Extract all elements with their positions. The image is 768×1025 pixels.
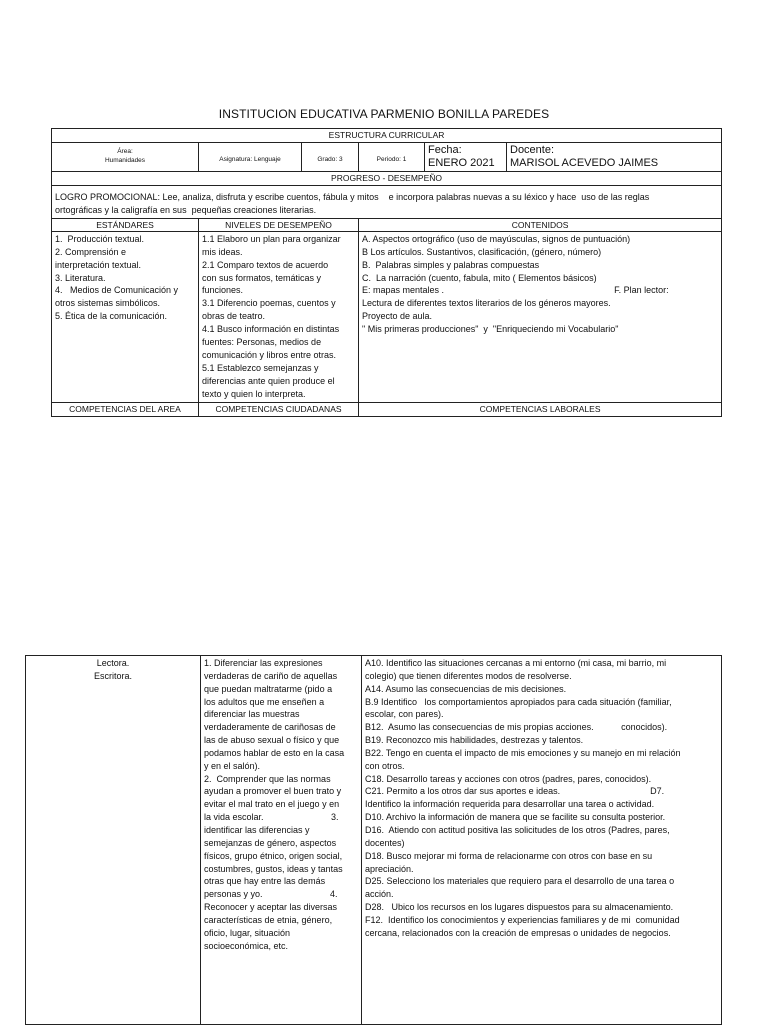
nivel-item: funciones. bbox=[202, 285, 244, 296]
laboral-line: A10. Identifico las situaciones cercanas a mi entorno (mi casa, mi barrio, mi bbox=[365, 658, 667, 668]
laboral-line: acción. bbox=[365, 889, 394, 900]
estandar-item: 3. Literatura. bbox=[55, 272, 106, 283]
laboral-line: D16. Atiendo con actitud positiva las solicitudes de los otros (Padres, pares, bbox=[365, 824, 670, 835]
logro-line-2: ortográficas y la caligrafía en sus pequeñas creaciones literarias. bbox=[55, 204, 317, 215]
contenido-item: Lectura de diferentes textos literarios de los géneros mayores. bbox=[362, 298, 611, 309]
laboral-line: A14. Asumo las consecuencias de mis decisiones. bbox=[365, 683, 567, 694]
niveles-header: NIVELES DE DESEMPEÑO bbox=[199, 218, 359, 231]
periodo-cell: Periodo: 1 bbox=[359, 143, 425, 172]
nivel-item: 3.1 Diferencio poemas, cuentos y bbox=[202, 298, 336, 309]
nivel-item: 2.1 Comparo textos de acuerdo bbox=[202, 259, 329, 270]
fecha-value: ENERO 2021 bbox=[428, 157, 495, 169]
nivel-item: texto y quien lo interpreta. bbox=[202, 388, 306, 399]
laborales-cell bbox=[362, 656, 722, 1025]
competencias-laborales-header: COMPETENCIAS LABORALES bbox=[359, 402, 722, 416]
area-value: Humanidades bbox=[104, 157, 146, 164]
ciudadana-line: diferenciar las muestras bbox=[204, 709, 300, 720]
ciudadana-line: podamos hablar de esto en la casa bbox=[204, 747, 345, 758]
laboral-line: C18. Desarrollo tareas y acciones con otros (padres, pares, conocidos). bbox=[365, 773, 652, 784]
contenido-item: " Mis primeras producciones" y "Enriqueciendo mi Vocabulario" bbox=[362, 324, 619, 335]
laboral-line: B19. Reconozco mis habilidades, destrezas y talentos. bbox=[365, 735, 584, 746]
docente-value: MARISOL ACEVEDO JAIMES bbox=[510, 157, 659, 169]
contenidos-header: CONTENIDOS bbox=[359, 218, 722, 231]
competencias-table bbox=[25, 655, 722, 1025]
contenido-item: A. Aspectos ortográfico (uso de mayúsculas, signos de puntuación) bbox=[362, 233, 631, 244]
nivel-item: mis ideas. bbox=[202, 246, 243, 257]
area-label: Área: bbox=[117, 148, 133, 155]
estandar-item: 2. Comprensión e bbox=[55, 246, 127, 257]
laboral-line: B.9 Identifico los comportamientos apropiados para cada situación (familiar, bbox=[365, 696, 672, 707]
ciudadana-line: verdaderamente de cariñosas de bbox=[204, 722, 336, 733]
estandares-cell bbox=[52, 231, 199, 402]
fecha-cell bbox=[425, 143, 507, 172]
laboral-line: D28. Ubico los recursos en los lugares dispuestos para su almacenamiento. bbox=[365, 902, 674, 913]
laboral-line: B22. Tengo en cuenta el impacto de mis emociones y su manejo en mi relación bbox=[365, 747, 681, 758]
ciudadana-line: y en el salón). bbox=[204, 760, 261, 771]
laboral-line: apreciación. bbox=[365, 863, 414, 874]
area-cell bbox=[52, 143, 199, 172]
curriculum-table bbox=[51, 128, 722, 417]
fecha-label: Fecha: bbox=[428, 144, 462, 156]
laboral-line: con otros. bbox=[365, 760, 405, 771]
estructura-header: ESTRUCTURA CURRICULAR bbox=[52, 129, 722, 143]
laboral-line: D25. Selecciono los materiales que requiero para el desarrollo de una tarea o bbox=[365, 876, 675, 887]
grado-cell: Grado: 3 bbox=[302, 143, 359, 172]
estandar-item: 5. Ética de la comunicación. bbox=[55, 311, 168, 322]
ciudadana-line: semejanzas de género, aspectos bbox=[204, 837, 337, 848]
ciudadana-line: las de abuso sexual o físico y que bbox=[204, 735, 340, 746]
ciudadana-line: identificar las diferencias y bbox=[204, 824, 310, 835]
ciudadana-line: costumbres, gustos, ideas y tantas bbox=[204, 863, 343, 874]
nivel-item: comunicación y libros entre otras. bbox=[202, 349, 337, 360]
ciudadana-line: verdaderas de cariño de aquellas bbox=[204, 670, 338, 681]
nivel-item: 1.1 Elaboro un plan para organizar bbox=[202, 233, 341, 244]
logro-line-1: LOGRO PROMOCIONAL: Lee, analiza, disfruta y escribe cuentos, fábula y mitos e incorpora palabras nuevas a su léxico y hace uso de las reglas bbox=[55, 192, 650, 202]
nivel-item: diferencias ante quien produce el bbox=[202, 375, 335, 386]
ciudadana-line: evitar el mal trato en el juego y en bbox=[204, 799, 340, 810]
nivel-item: 4.1 Busco información en distintas bbox=[202, 324, 340, 335]
ciudadana-line: la vida escolar. 3. bbox=[204, 812, 339, 823]
area-competencia-item: Lectora. bbox=[96, 658, 130, 668]
estandar-item: otros sistemas simbólicos. bbox=[55, 298, 161, 309]
laboral-line: F12. Identifico los conocimientos y experiencias familiares y de mi comunidad bbox=[365, 914, 680, 925]
nivel-item: 5.1 Establezco semejanzas y bbox=[202, 362, 319, 373]
contenido-item: Proyecto de aula. bbox=[362, 311, 433, 322]
ciudadana-line: socioeconómica, etc. bbox=[204, 940, 289, 951]
laboral-line: cercana, relacionados con la creación de empresas o unidades de negocios. bbox=[365, 927, 671, 938]
estandares-header: ESTÁNDARES bbox=[52, 218, 199, 231]
contenido-item: E: mapas mentales . F. Plan lector: bbox=[362, 285, 669, 296]
laboral-line: escolar, con pares). bbox=[365, 709, 444, 720]
nivel-item: obras de teatro. bbox=[202, 311, 266, 322]
asignatura-cell: Asignatura: Lenguaje bbox=[199, 143, 302, 172]
estandar-item: interpretación textual. bbox=[55, 259, 142, 270]
competencias-ciudadanas-header: COMPETENCIAS CIUDADANAS bbox=[199, 402, 359, 416]
ciudadana-line: oficio, lugar, situación bbox=[204, 927, 291, 938]
ciudadana-line: Reconocer y aceptar las diversas bbox=[204, 902, 338, 913]
area-competencia-item: Escritora. bbox=[93, 670, 132, 681]
ciudadana-line: otras que hay entre las demás bbox=[204, 876, 326, 887]
laboral-line: C21. Permito a los otros dar sus aportes e ideas. D7. bbox=[365, 786, 665, 797]
ciudadana-line: 2. Comprender que las normas bbox=[204, 773, 331, 784]
ciudadana-line: características de etnia, género, bbox=[204, 914, 333, 925]
contenido-item: B Los artículos. Sustantivos, clasificación, (género, número) bbox=[362, 246, 602, 257]
ciudadanas-cell bbox=[201, 656, 362, 1025]
laboral-line: Identifico la información requerida para desarrollar una tarea o actividad. bbox=[365, 799, 655, 810]
nivel-item: con sus formatos, temáticas y bbox=[202, 272, 322, 283]
laboral-line: D10. Archivo la información de manera que se facilite su consulta posterior. bbox=[365, 812, 666, 823]
document-title: INSTITUCION EDUCATIVA PARMENIO BONILLA PAREDES bbox=[218, 107, 550, 121]
estandar-item: 1. Producción textual. bbox=[55, 233, 145, 244]
contenido-item: C. La narración (cuento, fabula, mito ( Elementos básicos) bbox=[362, 272, 597, 283]
competencias-area-header: COMPETENCIAS DEL AREA bbox=[52, 402, 199, 416]
area-competencias-cell bbox=[26, 656, 201, 1025]
ciudadana-line: físicos, grupo étnico, origen social, bbox=[204, 850, 343, 861]
laboral-line: colegio) que tienen diferentes modos de resolverse. bbox=[365, 670, 572, 681]
contenidos-cell bbox=[359, 231, 722, 402]
nivel-item: fuentes: Personas, medios de bbox=[202, 337, 322, 348]
laboral-line: D18. Busco mejorar mi forma de relacionarme con otros con base en su bbox=[365, 850, 653, 861]
ciudadana-line: 1. Diferenciar las expresiones bbox=[204, 658, 323, 668]
ciudadana-line: personas y yo. 4. bbox=[204, 889, 338, 900]
ciudadana-line: ayudan a promover el buen trato y bbox=[204, 786, 342, 797]
docente-cell bbox=[507, 143, 722, 172]
progreso-header: PROGRESO - DESEMPEÑO bbox=[52, 172, 722, 186]
laboral-line: B12. Asumo las consecuencias de mis propias acciones. conocidos). bbox=[365, 722, 668, 733]
docente-label: Docente: bbox=[510, 144, 555, 156]
logro-promocional bbox=[52, 186, 722, 219]
ciudadana-line: los adultos que me enseñen a bbox=[204, 696, 325, 707]
contenido-item: B. Palabras simples y palabras compuestas bbox=[362, 259, 540, 270]
niveles-cell bbox=[199, 231, 359, 402]
estandar-item: 4. Medios de Comunicación y bbox=[55, 285, 179, 296]
ciudadana-line: que puedan maltratarme (pido a bbox=[204, 683, 333, 694]
laboral-line: docentes) bbox=[365, 837, 405, 848]
